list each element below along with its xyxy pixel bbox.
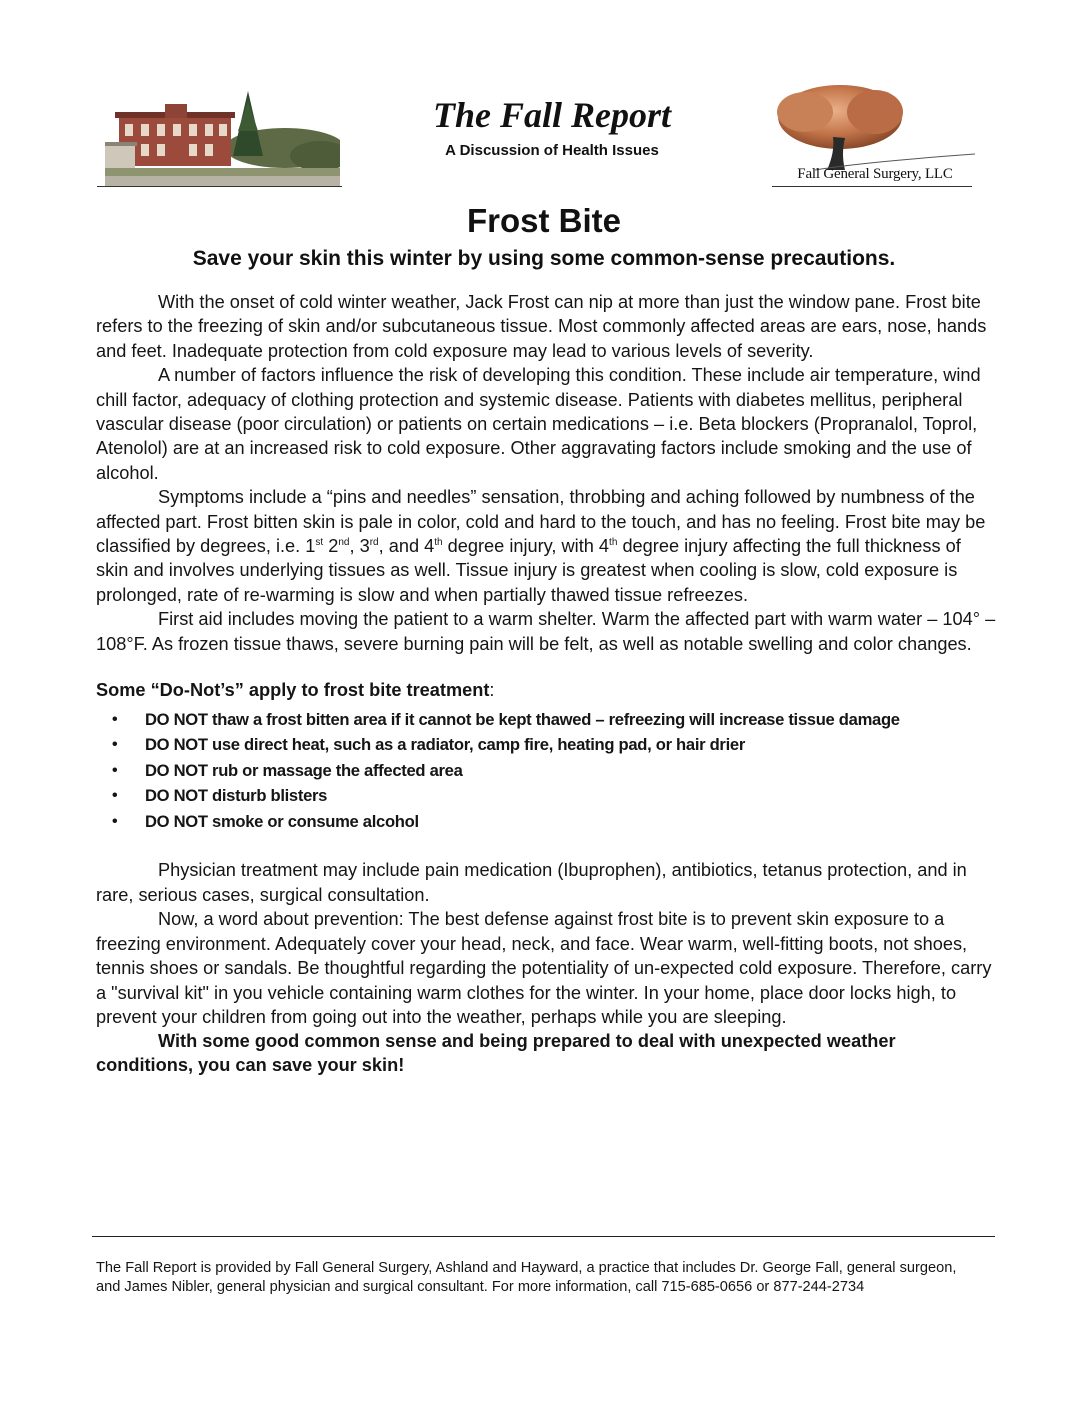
list-item <box>96 783 996 809</box>
donot-text: DO NOT use direct heat, such as a radiator, camp fire, heating pad, or hair drier <box>145 735 745 755</box>
list-item <box>96 809 996 835</box>
symptoms-text-c: , 3 <box>349 536 370 557</box>
paragraph-intro: With the onset of cold winter weather, Jack Frost can nip at more than just the window pane. Frost bite refers to the freezing of skin and/or subcutaneous tissue. Most commonly affected areas are ears, nose, hands and feet. Inadequate protection from cold exposure may lead to various levels of severity. <box>96 292 987 361</box>
donot-text: DO NOT rub or massage the affected area <box>145 760 463 780</box>
list-item <box>96 758 996 784</box>
symptoms-text-a: Symptoms include a “pins and needles” sensation, throbbing and aching followed by numbness of the affected part. Frost bitten skin is pale in color, cold and hard to the touch, and has no feeling. Frost bite may be classified by degrees, i.e. 1 <box>96 487 986 557</box>
masthead-rule-right <box>772 186 972 187</box>
bullet-icon: • <box>112 787 118 805</box>
masthead <box>97 82 993 192</box>
donot-text: DO NOT disturb blisters <box>145 786 328 806</box>
donots-heading <box>96 678 996 702</box>
bullet-icon: • <box>112 736 118 754</box>
masthead-rule-left <box>97 186 342 187</box>
masthead-title: The Fall Report <box>432 95 671 135</box>
spacer <box>96 834 996 858</box>
donots-heading-colon: : <box>489 680 495 701</box>
bullet-icon: • <box>112 761 118 779</box>
list-item <box>96 707 996 733</box>
building-photo <box>105 86 340 186</box>
symptoms-text-e: degree injury, with 4 <box>442 536 610 557</box>
bullet-icon: • <box>112 812 118 830</box>
closing-statement: With some good common sense and being prepared to deal with unexpected weather conditions, you can save your skin! <box>96 1031 896 1076</box>
paragraph-risk-factors: A number of factors influence the risk of developing this condition. These include air temperature, wind chill factor, adequacy of clothing protection and systemic disease. Patients with diabetes mellitus, peripheral vascular disease (poor circulation) or patients on certain medications – i.e. Beta blockers (Propranalol, Toprol, Atenolol) are at an increased risk to cold exposure. Other aggravating factors include smoking and the use of alcohol. <box>96 365 981 483</box>
donots-heading-text: Some “Do-Not’s” apply to frost bite treatment <box>96 680 490 701</box>
superscript-th-2: th <box>609 537 618 548</box>
donot-text: DO NOT smoke or consume alcohol <box>145 811 419 831</box>
logo-text: Fall General Surgery, LLC <box>797 166 953 182</box>
paragraph-symptoms <box>96 485 996 607</box>
superscript-th: th <box>434 537 443 548</box>
list-item <box>96 732 996 758</box>
article-title: Frost Bite <box>466 202 621 239</box>
tree-logo <box>775 82 975 172</box>
superscript-st: st <box>315 537 324 548</box>
donot-text: DO NOT thaw a frost bitten area if it cannot be kept thawed – refreezing will increase tissue damage <box>145 709 900 729</box>
paragraph-first-aid: First aid includes moving the patient to a warm shelter. Warm the affected part with warm water – 104° – 108°F. As frozen tissue thaws, severe burning pain will be felt, as well as notable swelling and color changes. <box>96 609 996 654</box>
symptoms-text-d: , and 4 <box>378 536 435 557</box>
footer-divider <box>92 1236 995 1237</box>
footer-note: The Fall Report is provided by Fall General Surgery, Ashland and Hayward, a practice that includes Dr. George Fall, general surgeon, and James Nibler, general physician and surgical consultant. For more information, call 715-685-0656 or 877-244-2734 <box>96 1260 957 1295</box>
symptoms-text-b: 2 <box>323 536 339 557</box>
paragraph-prevention: Now, a word about prevention: The best defense against frost bite is to prevent skin exposure to a freezing environment. Adequately cover your head, neck, and face. Wear warm, well-fitting boots, not shoes, tennis shoes or sandals. Be thoughtful regarding the potentiality of un-expected cold exposure. Therefore, carry a "survival kit" in you vehicle containing warm clothes for the winter. In your home, place door locks high, to prevent your children from going out into the weather, perhaps while you are sleeping. <box>96 909 992 1027</box>
symptoms-text-f: degree injury affecting the full thickness of skin and involves underlying tissues as well. Tissue injury is greatest when cooling is slow, cold exposure is prolonged, rate of re-warming is slow and when partially thawed tissue refreezes. <box>96 536 961 605</box>
superscript-rd: rd <box>369 537 379 548</box>
donots-list <box>96 707 996 835</box>
article-body <box>96 290 996 1077</box>
article-subtitle: Save your skin this winter by using some common-sense precautions. <box>192 247 896 270</box>
bullet-icon: • <box>112 710 118 728</box>
superscript-nd: nd <box>338 537 350 548</box>
masthead-subtitle: A Discussion of Health Issues <box>445 142 659 159</box>
paragraph-physician-treatment: Physician treatment may include pain medication (Ibuprophen), antibiotics, tetanus protection, and in rare, serious cases, surgical consultation. <box>96 860 967 905</box>
